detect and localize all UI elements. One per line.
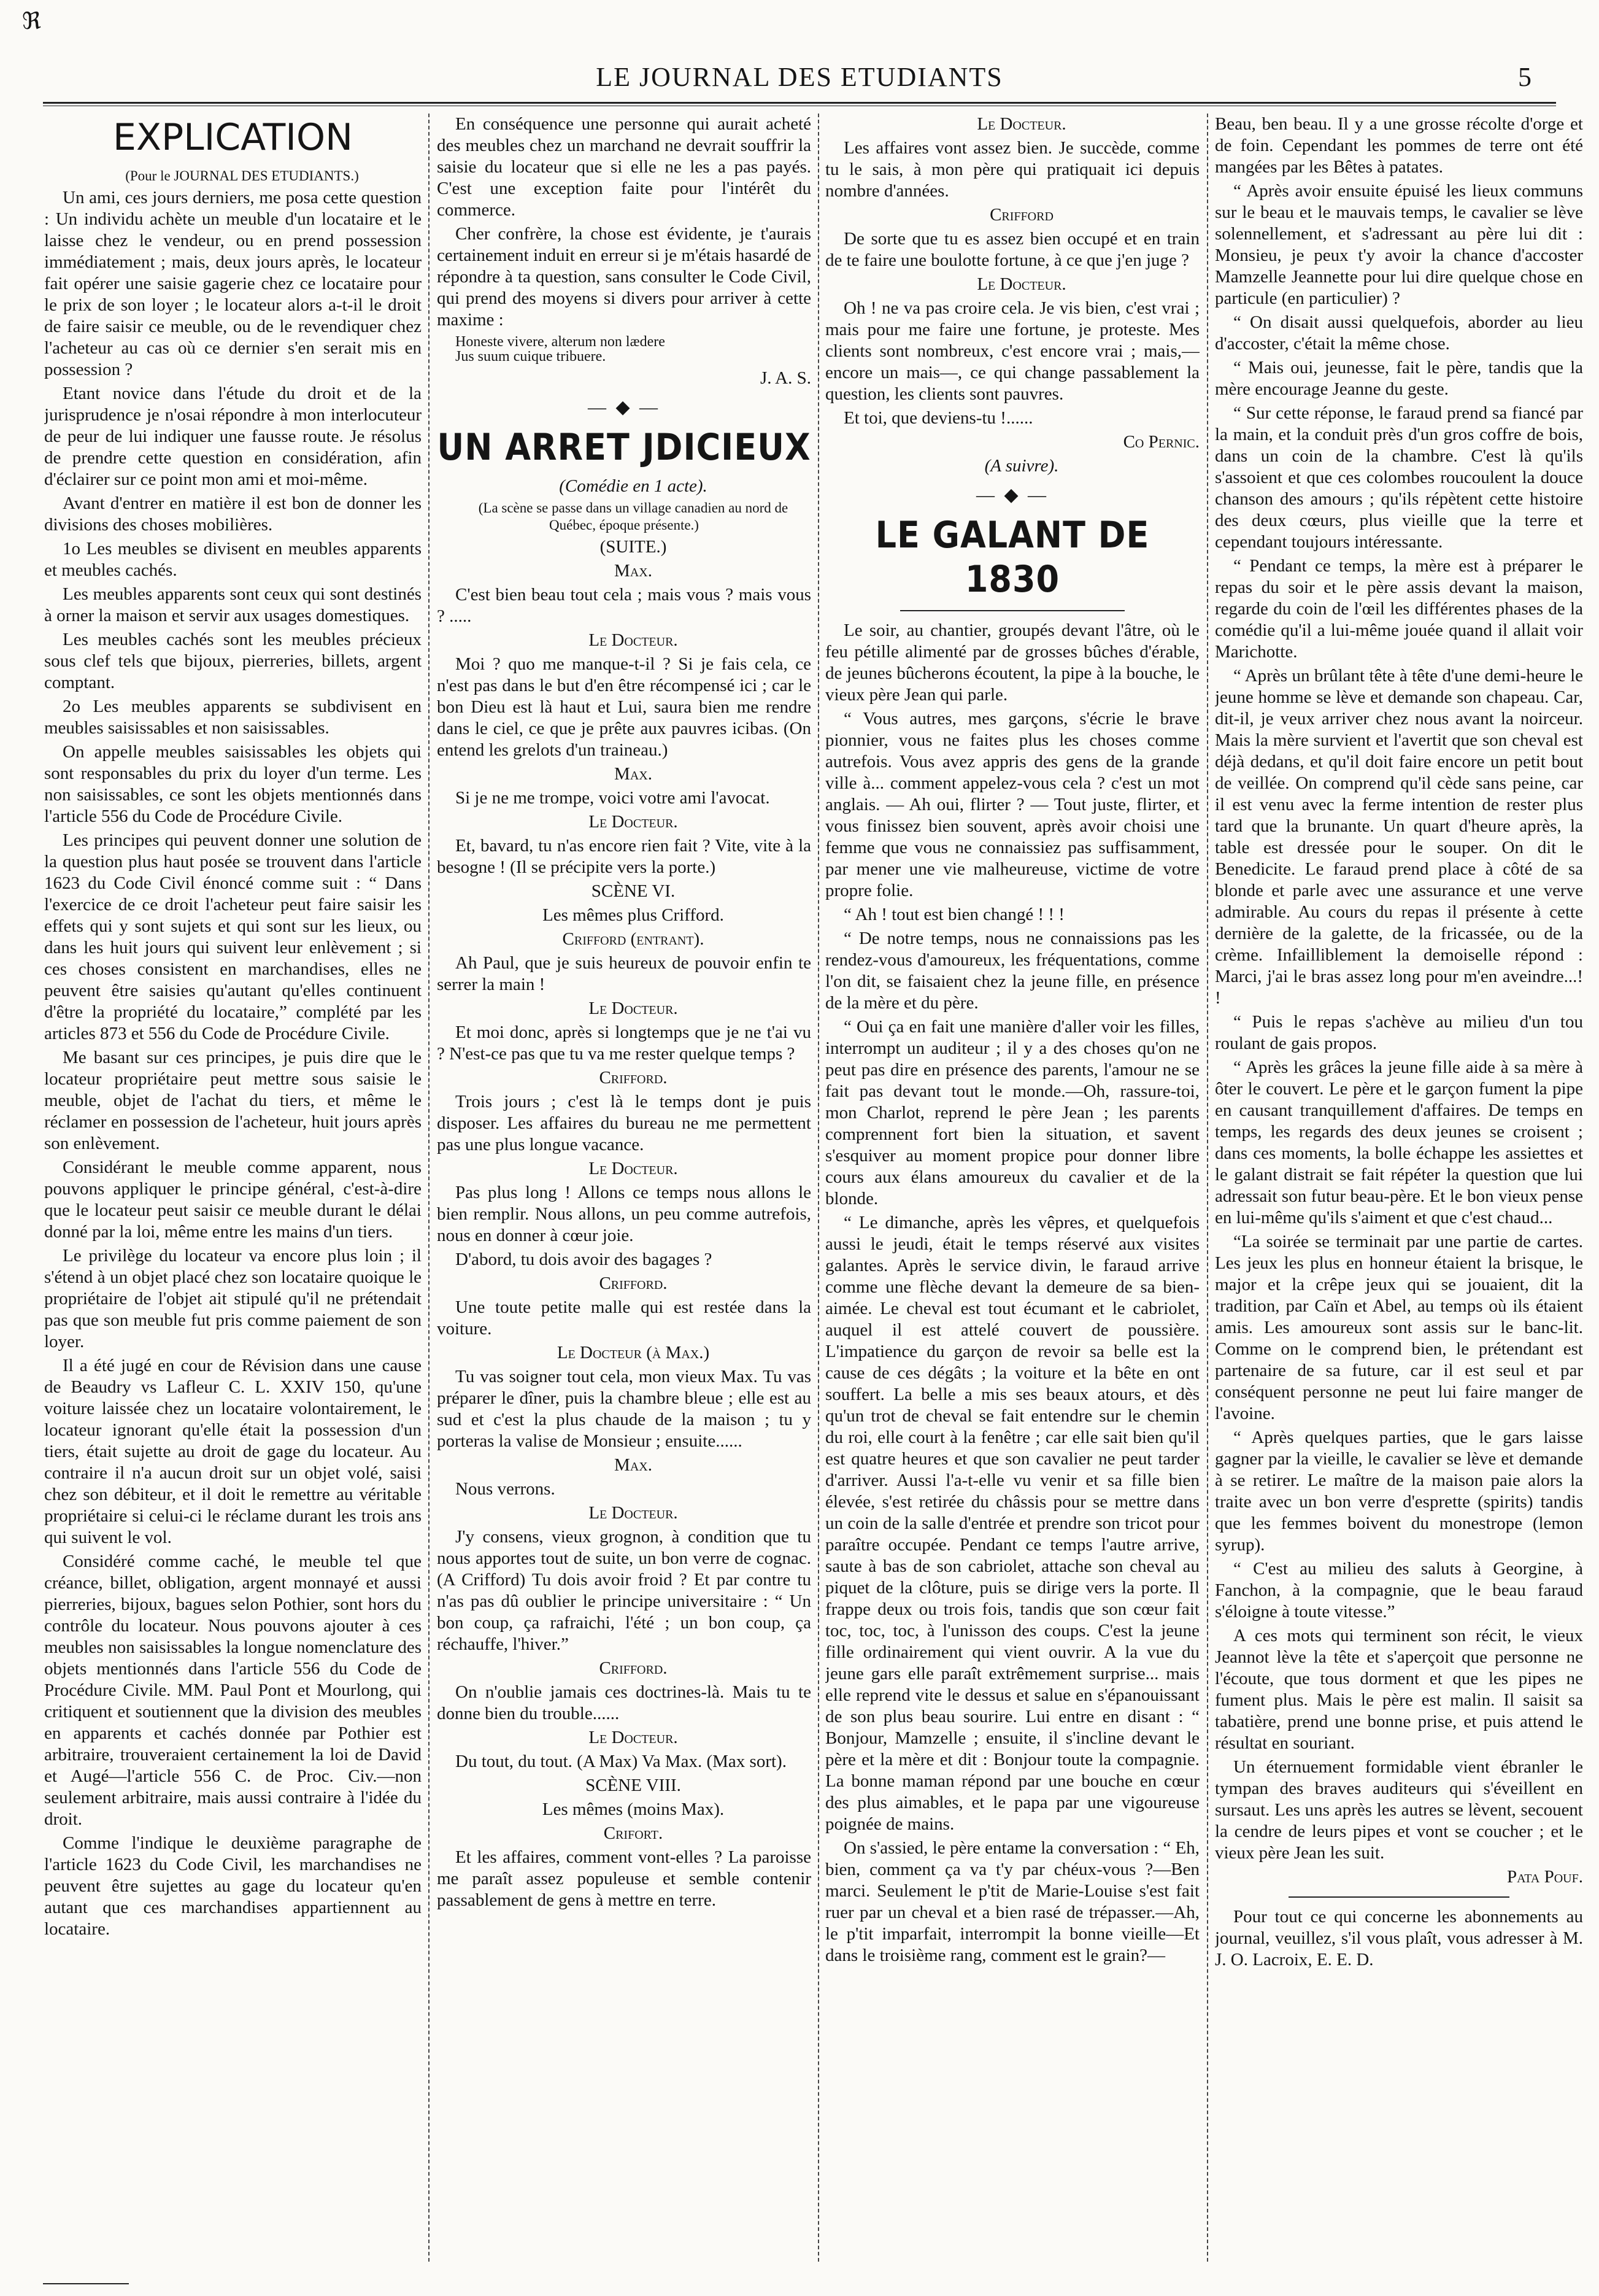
paragraph: “ Le dimanche, après les vêpres, et quelquefois aussi le jeudi, était le temps réservé aux visites galantes. Après le service divin, le faraud arrive comme une flèche devant la demeure de sa bien-aimée. Le cheval est tout écumant et le cabriolet, auquel il est attelé couvert de poussière. L'impatience du garçon de revoir sa belle est la cause de ces dégâts ; la voiture et la bête en ont souffert. La belle a mis ses beaux atours, et dès qu'un trot de cheval se fait entendre sur le chemin du roi, elle court à la fenêtre ; car elle sait bien qu'il est quatre heures et que son cavalier ne peut tarder d'arriver. Aussi l'a-t-elle vu venir et sa fille bien élevée, s'est retirée du châssis pour se mettre dans un coin de la salle d'entrée et prendre son tricot pour paraître occupée. Pendant ce temps l'autre arrive, saute à bas de son cabriolet, attache son cheval au piquet de la clôture, puis se dirige vers la porte. Il frappe deux ou trois fois, tandis que son cœur fait toc, toc, toc, à l'unisson des coups. C'est la jeune fille ordinairement qui vient ouvrir. A la vue du jeune gars elle paraît extrêmement surprise... mais elle reprend vite le dessus et salue en s'épanouissant de son plus beau sourire. Lui entre en disant : “ Bonjour, Mamzelle ; ensuite, il s'incline devant le père et la mère et dit : Bonjour toute la compagnie. La bonne maman répond par une bouche en cœur des plus aimables, et le papa par une vigoureuse poignée de mains. [825, 1213, 1200, 1834]
header-rule [43, 102, 1556, 104]
speaker: Crifford. [599, 1274, 668, 1293]
paragraph: Avant d'entrer en matière il est bon de donner les divisions des choses mobilières. [44, 493, 422, 535]
paragraph: “ Mais oui, jeunesse, fait le père, tandis que la mère encourage Jeanne du geste. [1215, 358, 1583, 399]
dialogue: Et les affaires, comment vont-elles ? La paroisse me paraît assez populeuse et semble contenir passablement de gens à mettre en terre. [437, 1847, 811, 1910]
speaker: Le Docteur. [588, 1728, 678, 1747]
paragraph: Me basant sur ces principes, je puis dire que le locateur propriétaire peut mettre sous saisie le meuble, objet de l'achat du tiers, et même le réclamer en possession de l'acheteur, huit jours après son enlèvement. [44, 1048, 422, 1153]
dialogue: Et, bavard, tu n'as encore rien fait ? Vite, vite à la besogne ! (Il se précipite vers la porte.) [437, 836, 811, 877]
play-subtitle: (Comédie en 1 acte). [559, 476, 707, 496]
speaker: Max. [614, 764, 652, 784]
speaker: Le Docteur (à Max.) [557, 1343, 710, 1363]
paragraph: Beau, ben beau. Il y a une grosse récolte d'orge et de foin. Cependant les pommes de terre ont été mangées par les Bêtes à patates. [1215, 114, 1583, 177]
paragraph: “ Pendant ce temps, la mère est à préparer le repas du soir et le père assis devant la maison, regarde du coin de l'œil les différentes phases de la comédie qu'il a lui-même jouée quand il allait voir Marichotte. [1215, 556, 1583, 662]
speaker: Crifford. [599, 1068, 668, 1088]
dialogue: Ah Paul, que je suis heureux de pouvoir enfin te serrer la main ! [437, 953, 811, 994]
dialogue: Les affaires vont assez bien. Je succède, comme tu le sais, à mon père qui pratiquait ici depuis nombre d'années. [825, 138, 1200, 201]
paragraph: Etant novice dans l'étude du droit et de la jurisprudence je n'osai répondre à mon interlocuteur de peur de lui indiquer une fausse route. Je résolus de prendre cette question en considération, afin d'éclairer sur ce point mon ami et moi-même. [44, 384, 422, 489]
paragraph: “ Oui ça en fait une manière d'aller voir les filles, interrompt un auditeur ; il y a des choses qu'on ne peut pas dire en présence des parents, l'amour ne se fait pas devant tout le monde.—Oh, rassure-toi, mon Charlot, reprend le père Jean ; les parents comprennent fort bien la situation, et savent s'esquiver au moment propice pour donner libre cours aux élans amoureux du cavalier et de la blonde. [825, 1017, 1200, 1208]
paragraph: Un ami, ces jours derniers, me posa cette question : Un individu achète un meuble d'un locataire et le laisse chez le vendeur, ou en prend possession immédiatement ; mais, deux jours après, le locateur fait opérer une saisie gagerie chez ce locataire pour le prix de son loyer ; le locateur alors a-t-il le droit de faire saisir ce meuble, ou de le revendiquer chez l'acheteur au cas où ce dernier s'en serait mis en possession ? [44, 188, 422, 379]
ornament-divider: — ◆ — [976, 485, 1049, 505]
article-title: EXPLICATION [112, 116, 353, 159]
play-setting: (La scène se passe dans un village canadien au nord de Québec, époque présente.) [478, 500, 788, 533]
paragraph: On s'assied, le père entame la conversation : “ Eh, bien, comment ça va t'y par chéux-vous ?—Ben marci. Seulement le p'tit de Marie-Louise s'est fait ruer par un cheval et a bien rasé de trépasser.—Ah, le p'tit imparfait, interrompit la bonne vieille—Et dans le troisième rang, comment est le grain?— [825, 1838, 1200, 1965]
suite-label: (SUITE.) [599, 537, 667, 557]
paragraph: Cher confrère, la chose est évidente, je t'aurais certainement induit en erreur si je m'étais hasardé de répondre à ta question, sans consulter le Code Civil, qui prend des moyens si divers pour arriver à cette maxime : [437, 224, 811, 330]
dialogue: Une toute petite malle qui est restée dans la voiture. [437, 1297, 811, 1339]
scene-cast: Les mêmes plus Crifford. [542, 905, 724, 925]
speaker: Max. [614, 1455, 652, 1475]
paragraph: Considérant le meuble comme apparent, nous pouvons appliquer le principe général, c'est-à-dire que le locateur peut saisir ce meuble durant le délai donné par la loi, même entre les mains d'un tiers. [44, 1158, 422, 1242]
dialogue: Et toi, que deviens-tu !...... [844, 408, 1033, 428]
dialogue: Et moi donc, après si longtemps que je ne t'ai vu ? N'est-ce pas que tu va me rester quelque temps ? [437, 1022, 811, 1064]
dialogue: J'y consens, vieux grognon, à condition que tu nous apportes tout de suite, un bon verre de cognac. (A Crifford) Tu dois avoir froid ? Et par contre tu n'as pas dû oublier le principe universitaire : “ Un bon coup, ça rafraichi, l'été ; un bon coup, ça réchauffe, l'hiver.” [437, 1527, 811, 1654]
column-divider [428, 114, 430, 2262]
column-3 [825, 114, 1200, 2262]
dialogue: Trois jours ; c'est là le temps dont je puis disposer. Les affaires du bureau ne me permettent pas une plus longue vacance. [437, 1092, 811, 1154]
paragraph: “ Après avoir ensuite épuisé les lieux communs sur le beau et le mauvais temps, le cavalier se lève solennellement, et s'adressant au père lui dit : Monsieu, je peux t'y avoir la chance d'accoster Mamzelle Jeannette pour lui dire quelque chose en particule (en particulier) ? [1215, 181, 1583, 308]
paragraph: “ Après les grâces la jeune fille aide à sa mère à ôter le couvert. Le père et le garçon fument la pipe en causant tranquillement d'affaires. De temps en temps, les regards des deux jeunes se croisent ; dans ces moments, la bolle échappe les assiettes et le galant distrait se fait répéter la question que lui adressait son futur beau-père. Et le bon vieux pense en lui-même qu'ils s'aiment et que c'est chaud... [1215, 1057, 1583, 1227]
section-rule [1289, 1896, 1509, 1898]
ornament-divider: — ◆ — [587, 397, 661, 417]
corner-mark: ℜ [22, 7, 41, 34]
paragraph: “ Sur cette réponse, le faraud prend sa fiancé par la main, et la conduit près d'un gros coffre de bois, dans un coin de la chambre. C'est là qu'ils s'assoient et que ces colombes roucoulent la douce chanson des amours ; qu'ils répètent cette histoire des deux cœurs, plus vieille que la terre et cependant toujours intéressante. [1215, 403, 1583, 552]
paragraph: Les meubles cachés sont les meubles précieux sous clef tels que bijoux, pierreries, billets, argent comptant. [44, 630, 422, 692]
paragraph: “ Puis le repas s'achève au milieu d'un tou roulant de gais propos. [1215, 1012, 1583, 1053]
paragraph: “ On disait aussi quelquefois, aborder au lieu d'accoster, c'était la même chose. [1215, 312, 1583, 354]
paragraph: “ Après un brûlant tête à tête d'une demi-heure le jeune homme se lève et demande son chapeau. Car, dit-il, je veux arriver chez nous avant la noirceur. Mais la mère survient et l'avertit que son cheval est déjà dedans, et qu'il doit faire encore un petit bout de veillée. On comprend qu'il cède sans peine, car il est venu avec la ferme intention de rester plus tard que la brunante. Un quart d'heure après, la table est dressée pour le souper. On dit le Benedicite. Le faraud prend place à côté de sa blonde et parle avec une assurance et une verve admirable. Au cours du repas il présente à cette dernière de la galette, de la fricassée, ou de la crème. Infailliblement la demoiselle répond : Marci, j'ai le bras assez long pour m'en aveindre...! ! [1215, 666, 1583, 1008]
paragraph: “La soirée se terminait par une partie de cartes. Les jeux les plus en honneur étaient la brisque, le major et la crêpe jeux qui se jouaient, dit la tradition, par Caïn et Abel, au temps où ils étaient amis. Les amoureux sont assis sur le banc-lit. Comme on le comprend bien, le prétendant est partenaire de sa future, car il est seul et par conséquent personne ne peut lui faire manger de l'avoine. [1215, 1232, 1583, 1423]
title-rule [900, 610, 1125, 611]
dialogue: Si je ne me trompe, voici votre ami l'avocat. [455, 788, 770, 808]
speaker: Crifford (entrant). [562, 929, 704, 949]
maxim-line: Jus suum cuique tribuere. [455, 349, 606, 365]
signature: J. A. S. [760, 368, 811, 388]
paragraph: Les principes qui peuvent donner une solution de la question plus haut posée se trouvent dans l'article 1623 du Code Civil énoncé comme suit : “ Dans l'exercice de ce droit l'acheteur peut faire saisir les effets qui y sont sujets et qui sont sur les lieux, ou dans les huit jours qui suivent leur enlèvement ; si ces choses consistent en marchandises, elles ne peuvent être saisies qu'autant qu'elles continuent d'être la propriété du locataire,” complété par les articles 873 et 556 du Code de Procédure Civile. [44, 830, 422, 1043]
dialogue: De sorte que tu es assez bien occupé et en train de te faire une boulotte fortune, à ce que j'en juge ? [825, 229, 1200, 270]
column-1 [44, 114, 422, 2262]
maxim-line: Honeste vivere, alterum non lædere [455, 334, 665, 350]
paragraph: Il a été jugé en cour de Révision dans une cause de Beaudry vs Lafleur C. L. XXIV 150, qu'une voiture laissée chez un locataire volontairement, le locateur ignorant qu'elle était la possession d'un tiers, était sujette au droit de gage du locateur. Au contraire il n'a aucun droit sur un objet volé, saisi chez son débiteur, et il doit le remettre au véritable propriétaire si celui-ci le réclame durant les trois ans qui suivent le vol. [44, 1356, 422, 1547]
speaker: Le Docteur. [588, 1159, 678, 1178]
paragraph: Comme l'indique le deuxième paragraphe de l'article 1623 du Code Civil, les marchandises ne peuvent être sujettes au gage du locateur qu'en autant que ces marchandises appartiennent au locataire. [44, 1833, 422, 1939]
paragraph: Considéré comme caché, le meuble tel que créance, billet, obligation, argent monnayé et aussi pierreries, bijoux, bagues selon Pothier, sont hors du contrôle du locateur. Nous pouvons ajouter à ces meubles non saisissables la longue nomenclature des objets mentionnés dans l'article 556 du Code de Procédure Civile. MM. Paul Pont et Mourlong, qui critiquent et soutiennent que la division des meubles en apparents et cachés donnée par Pothier est arbitraire, trouveraient certainement la loi de David et Augé—l'article 556 C. de Proc. Civ.—non seulement arbitraire, mais aussi contraire à l'idée du droit. [44, 1552, 422, 1829]
paragraph: Le privilège du locateur va encore plus loin ; il s'étend à un objet placé chez son locataire quoique le propriétaire de l'objet ait stipulé qu'il ne prétendait pas que son meuble fut pris comme paiement de son loyer. [44, 1246, 422, 1351]
paragraph: “ Vous autres, mes garçons, s'écrie le brave pionnier, vous ne faites plus les choses comme autrefois. Vous avez appris des gens de la grande ville à... comment appelez-vous cela ? c'est un mot anglais. — Ah oui, flirter ? — Tout juste, flirter, et vous finissez bien souvent, après avoir choisi une femme que vous ne connaissiez pas suffisamment, par mener une vie malheureuse, victime de votre propre folie. [825, 709, 1200, 900]
masthead-title: LE JOURNAL DES ETUDIANTS [596, 62, 1003, 92]
speaker: Max. [614, 561, 652, 581]
column-divider [1207, 114, 1208, 2262]
dialogue: D'abord, tu dois avoir des bagages ? [455, 1250, 712, 1269]
speaker: Le Docteur. [588, 1503, 678, 1523]
speaker: Le Docteur. [588, 630, 678, 650]
paragraph: On appelle meubles saisissables les objets qui sont responsables du prix du loyer d'un terme. Les non saisissables, ce sont les objets mentionnés dans l'article 556 du Code de Procédure Civile. [44, 742, 422, 826]
scene-cast: Les mêmes (moins Max). [542, 1799, 725, 1819]
signature: Pata Pouf. [1506, 1867, 1583, 1887]
paragraph: 1o Les meubles se divisent en meubles apparents et meubles cachés. [44, 539, 422, 580]
column-4 [1215, 114, 1583, 2262]
speaker: Le Docteur. [588, 812, 678, 832]
speaker: Le Docteur. [977, 114, 1066, 134]
scene-heading: SCÈNE VI. [591, 881, 676, 901]
speaker: Le Docteur. [588, 999, 678, 1018]
notice: Pour tout ce qui concerne les abonnements au journal, veuillez, s'il vous plaît, vous adresser à M. J. O. Lacroix, E. E. D. [1215, 1907, 1583, 1969]
paragraph: 2o Les meubles apparents se subdivisent en meubles saisissables et non saisissables. [44, 697, 422, 738]
speaker: Crifford. [599, 1658, 668, 1678]
speaker: Le Docteur. [977, 274, 1066, 294]
paragraph: Un éternuement formidable vient ébranler le tympan des braves auditeurs qui s'éveillent en sursaut. Les uns après les autres se lèvent, secouent la cendre de leurs pipes et vont se coucher ; et le vieux père Jean les suit. [1215, 1757, 1583, 1863]
paragraph: Le soir, au chantier, groupés devant l'âtre, où le feu pétille alimenté par de grosses bûches d'érable, de jeunes bûcherons écoutent, la pipe à la bouche, le vieux père Jean qui parle. [825, 620, 1200, 705]
signature: Co Pernic. [1123, 432, 1200, 452]
speaker: Crifford [990, 205, 1054, 225]
article-title: LE GALANT DE 1830 [875, 514, 1150, 601]
footer-rule [43, 2283, 129, 2284]
scene-heading: SCÈNE VIII. [585, 1776, 681, 1795]
paragraph: “ C'est au milieu des saluts à Georgine, à Fanchon, à la compagnie, que le beau faraud s'éloigne à toute vitesse.” [1215, 1559, 1583, 1622]
paragraph: “ Ah ! tout est bien changé ! ! ! [844, 905, 1065, 924]
column-2 [437, 114, 811, 2262]
play-title: UN ARRET JDICIEUX [437, 426, 811, 469]
speaker: Crifort. [603, 1823, 663, 1843]
dialogue: Nous verrons. [455, 1479, 555, 1499]
page-number: 5 [1518, 62, 1532, 92]
dialogue: On n'oublie jamais ces doctrines-là. Mais tu te donne bien du trouble...... [437, 1682, 811, 1723]
paragraph: Les meubles apparents sont ceux qui sont destinés à orner la maison et servir aux usages domestiques. [44, 584, 422, 625]
dialogue: Tu vas soigner tout cela, mon vieux Max. Tu vas préparer le dîner, puis la chambre bleue ; elle est au sud et c'est la plus chaude de la maison ; tu y porteras la valise de Monsieur ; ensuite...... [437, 1367, 811, 1451]
column-divider [818, 114, 819, 2262]
paragraph: A ces mots qui terminent son récit, le vieux Jeannot lève la tête et s'aperçoit que personne ne l'écoute, que tous dorment et que les pipes ne fument plus. Mais le père est malin. Il saisit sa tabatière, prend une bonne prise, et puis attend le résultat en souriant. [1215, 1626, 1583, 1753]
paragraph: “ De notre temps, nous ne connaissions pas les rendez-vous d'amoureux, les fréquentations, comme l'on dit, se faisaient chez la jeune fille, en présence de la mère et du père. [825, 929, 1200, 1013]
dialogue: Moi ? quo me manque-t-il ? Si je fais cela, ce n'est pas dans le but d'en être récompensé ici ; car le bon Dieu est là haut et Lui, saura bien me rendre dans le ciel, ce que je prête aux pauvres icibas. (On entend les grelots d'un traineau.) [437, 654, 811, 760]
paragraph: “ Après quelques parties, que le gars laisse gagner par la vieille, le cavalier se lève et demande à se retirer. Le maître de la maison paie alors la traite avec un bon verre d'esprette (spirits) tandis que les femmes boivent du monestrope (lemon syrup). [1215, 1428, 1583, 1555]
dedication: (Pour le JOURNAL DES ETUDIANTS.) [125, 168, 359, 184]
paragraph: En conséquence une personne qui aurait acheté des meubles chez un marchand ne devrait souffrir la saisie du locateur que si elle ne les a pas payés. C'est une exception faite pour l'intérêt du commerce. [437, 114, 811, 220]
dialogue: C'est bien beau tout cela ; mais vous ? mais vous ? ..... [437, 585, 811, 626]
dialogue: Pas plus long ! Allons ce temps nous allons le bien remplir. Nous allons, un peu comme autrefois, nous en donner à cœur joie. [437, 1183, 811, 1245]
dialogue: Oh ! ne va pas croire cela. Je vis bien, c'est vrai ; mais pour me faire une fortune, je proteste. Mes clients sont nombreux, c'est encore vrai ; mais,— encore un mais—, ce qui change passablement la question, les clients sont pauvres. [825, 298, 1200, 404]
to-be-continued: (A suivre). [984, 456, 1059, 476]
dialogue: Du tout, du tout. (A Max) Va Max. (Max sort). [455, 1752, 787, 1771]
